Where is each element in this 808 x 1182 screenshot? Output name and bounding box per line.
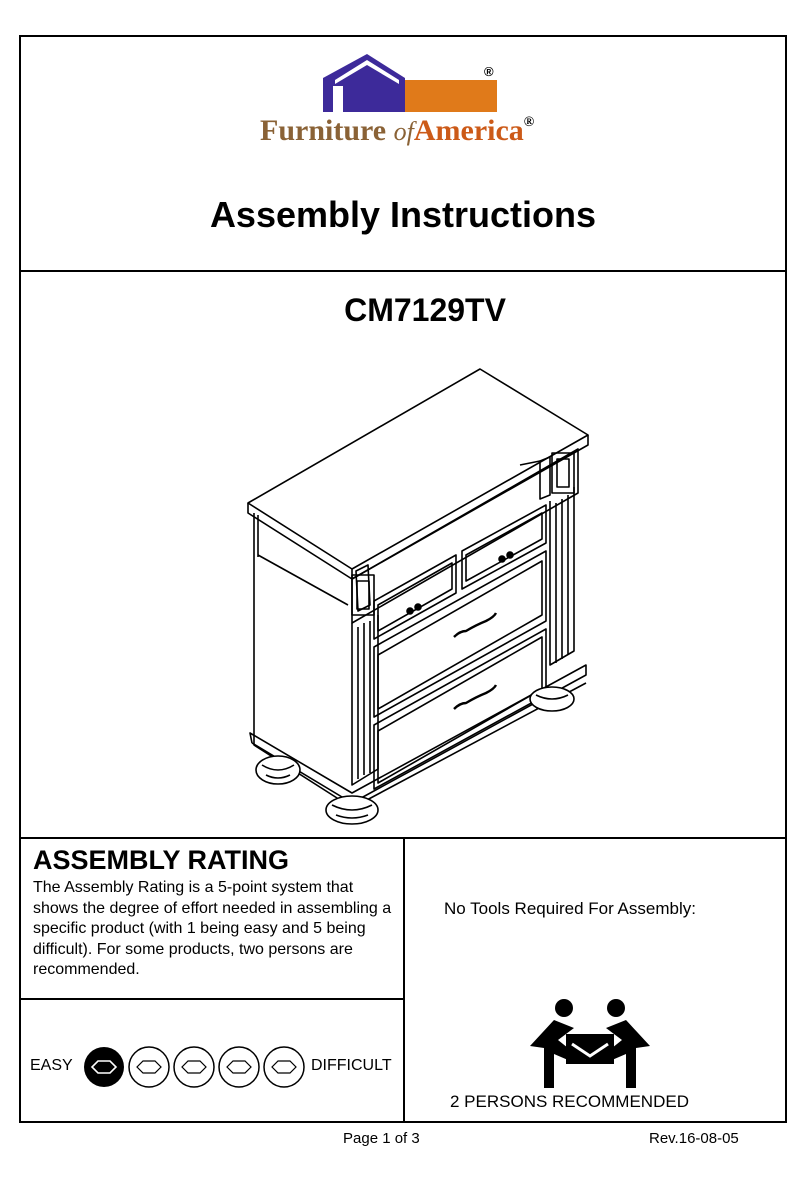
brand-part-1: Furniture [260,114,387,147]
brand-part-3: America [413,114,524,147]
divider-rating [19,998,404,1000]
revision-code: Rev.16-08-05 [649,1130,739,1147]
easy-label: EASY [30,1057,73,1074]
rating-dot-4-icon [219,1047,259,1087]
assembly-rating-description: The Assembly Rating is a 5-point system that shows the degree of effort needed in assembling a specific product (with 1 being easy and 5 being difficult). For some products, two persons are recommended. [33,879,392,978]
document-title: Assembly Instructions [209,194,597,235]
house-icon [323,54,497,112]
page-number: Page 1 of 3 [343,1130,420,1147]
rating-dot-1-icon [84,1047,124,1087]
brand-registered: ® [523,115,535,130]
tv-chest-illustration [240,365,590,830]
divider-vertical [403,837,405,1123]
difficulty-scale [82,1044,308,1090]
brand-name [260,114,534,148]
difficult-label: DIFFICULT [311,1057,392,1074]
registered-mark: ® [484,64,494,79]
persons-recommended: 2 PERSONS RECOMMENDED [450,1092,689,1111]
rating-dot-2-icon [129,1047,169,1087]
divider-header [19,270,787,272]
assembly-rating-heading: ASSEMBLY RATING [33,845,290,875]
model-number: CM7129TV [344,292,506,328]
rating-dot-5-icon [264,1047,304,1087]
rating-dot-3-icon [174,1047,214,1087]
two-persons-lifting-icon [524,998,656,1090]
tools-note: No Tools Required For Assembly: [444,899,696,918]
brand-part-2: of [393,117,414,146]
